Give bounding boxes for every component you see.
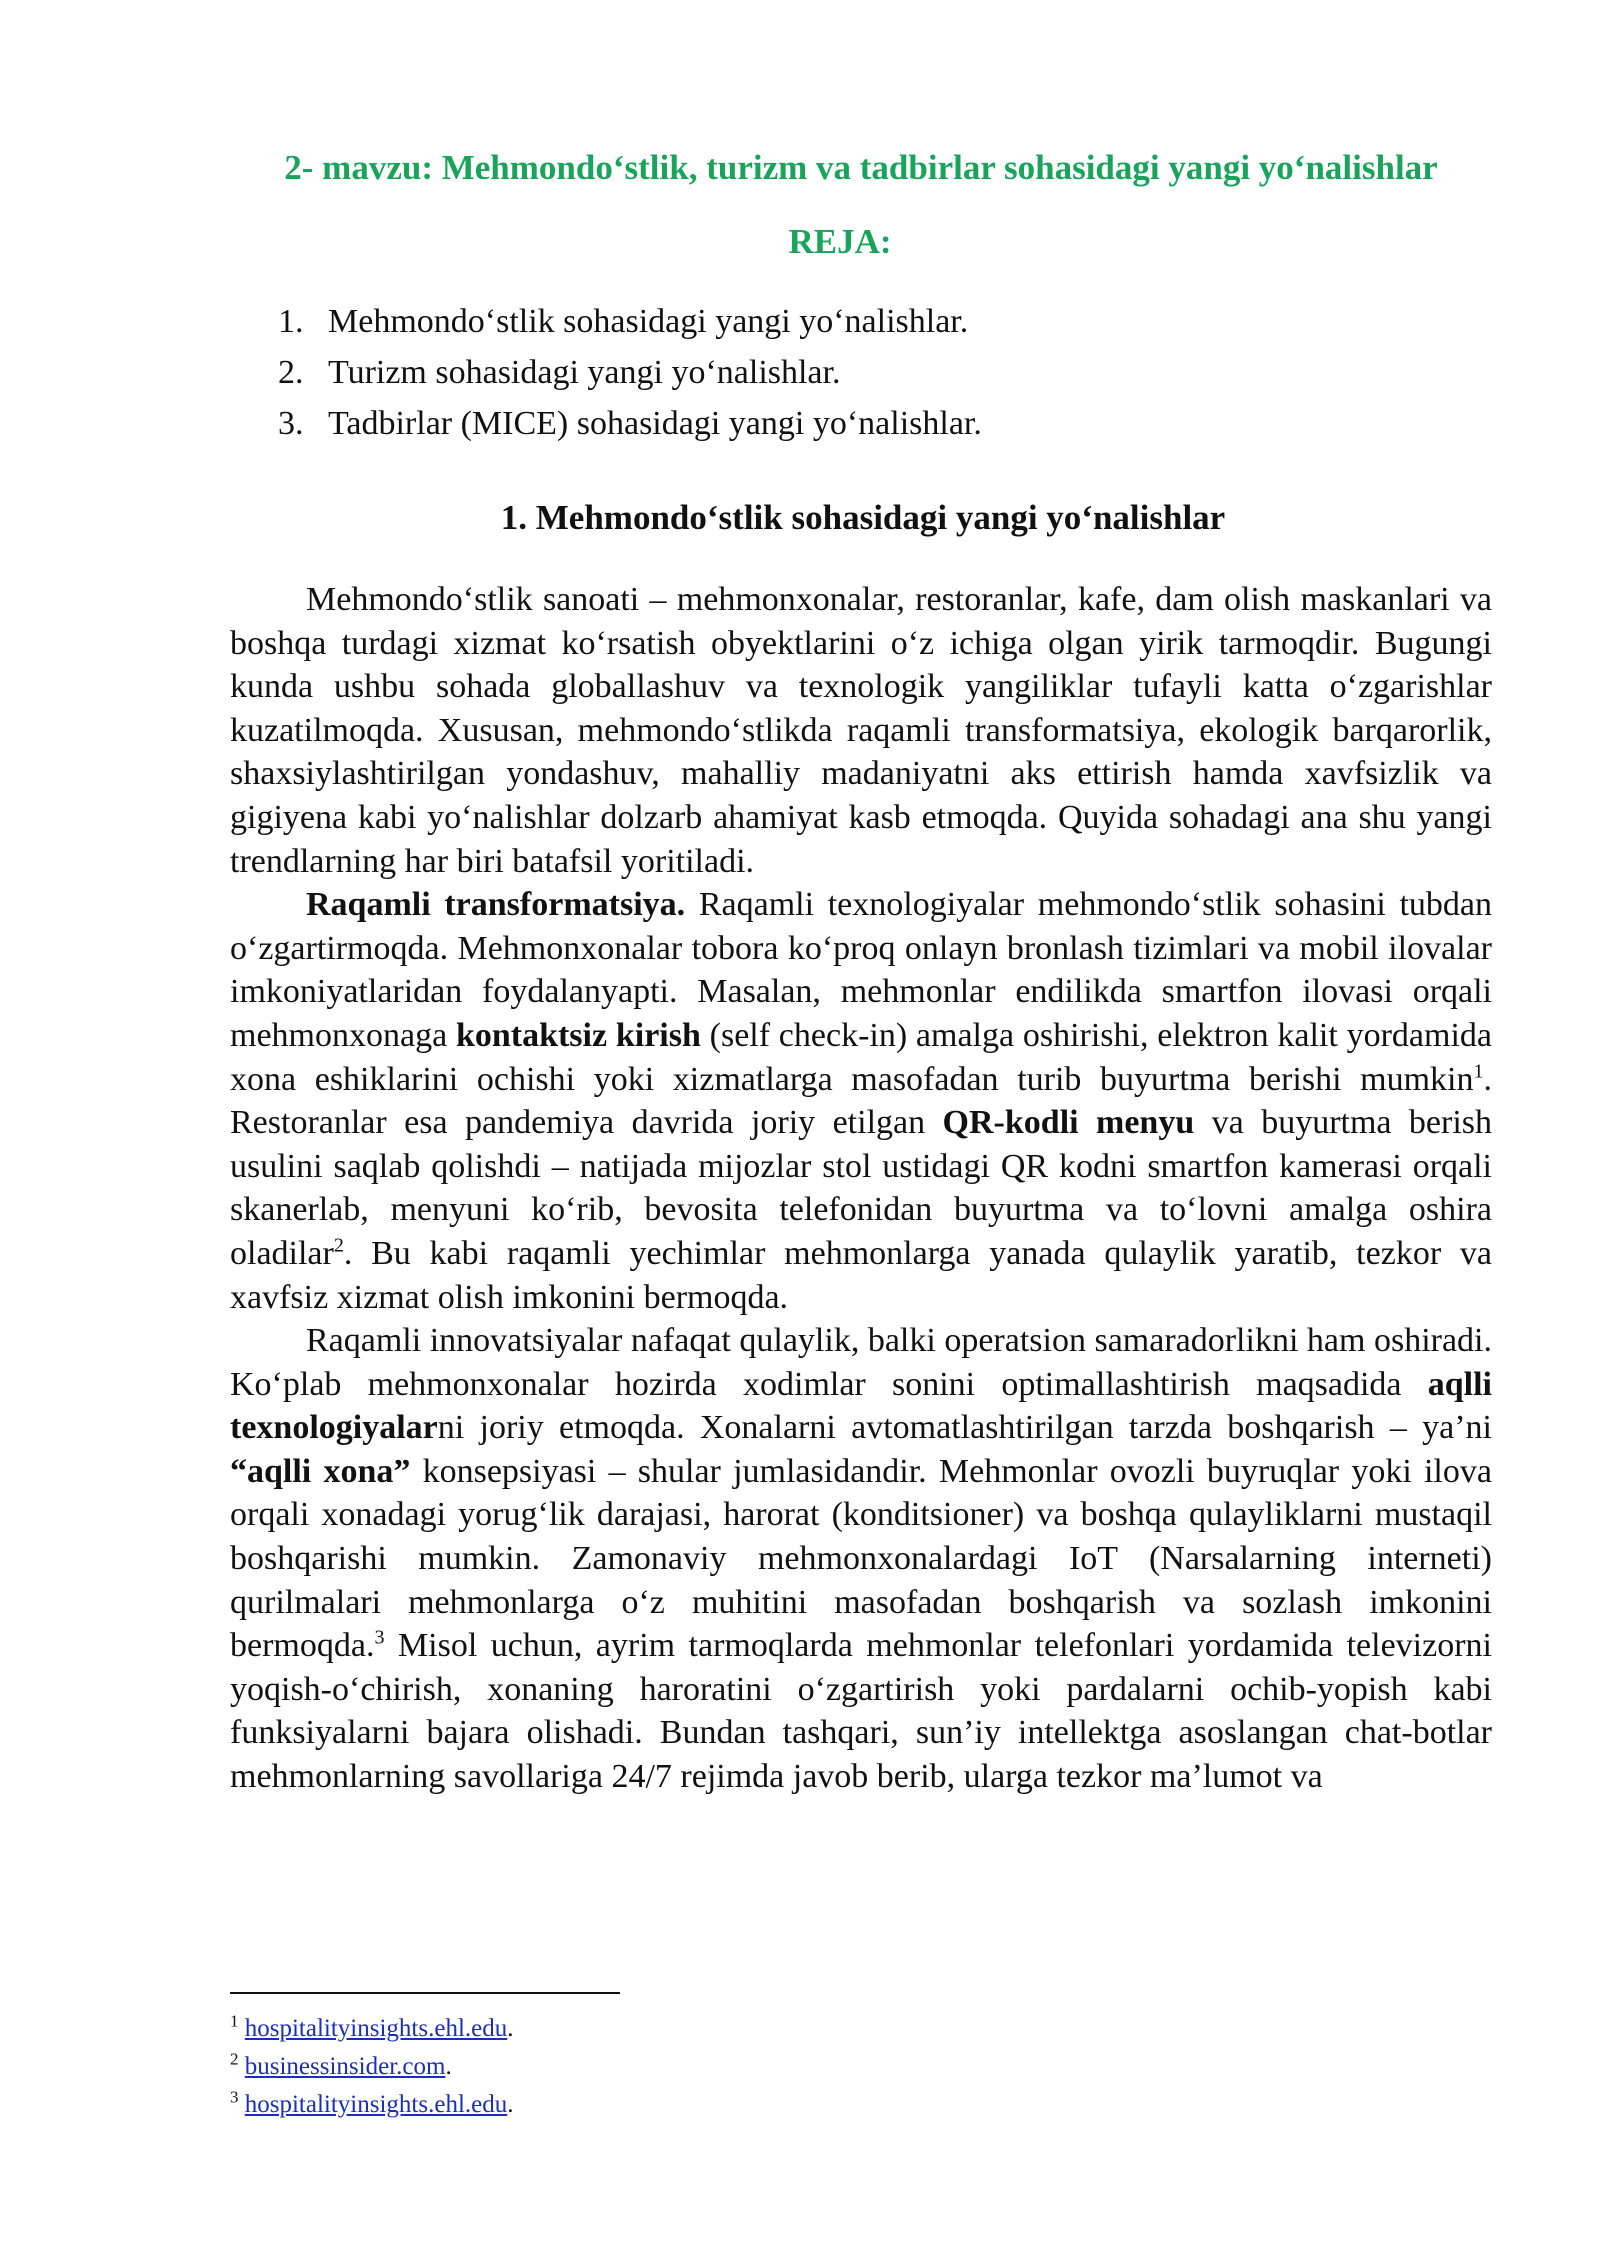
footnote-number: 1 bbox=[230, 2011, 239, 2031]
plan-item-number: 3. bbox=[278, 405, 304, 442]
plan-item bbox=[278, 398, 982, 449]
text-run: Raqamli texnologiyalar mehmondo‘stlik sohasini tubdan o‘zgartirmoqda. Mehmonxonalar tobora ko‘proq onlayn bronlash tizimlari va mobil ilovalar imkoniyatlaridan foydalanyapti. Masalan, mehmonlar endilikda smartfon ilovasi orqali mehmonxonaga bbox=[230, 886, 1493, 1054]
paragraph-intro: Mehmondo‘stlik sanoati – mehmonxonalar, restoranlar, kafe, dam olish maskanlari va boshqa turdagi xizmat ko‘rsatish obyektlarini o‘z ichiga olgan yirik tarmoqdir. Bugungi kunda ushbu sohada globallashuv va texnologik yangiliklar tufayli katta o‘zgarishlar kuzatilmoqda. Xususan, mehmondo‘stlikda raqamli transformatsiya, ekologik barqarorlik, shaxsiylashtirilgan yondashuv, mahalliy madaniyatni aks ettirish hamda xavfsizlik va gigiyena kabi yo‘nalishlar dolzarb ahamiyat kasb etmoqda. Quyida sohadagi ana shu yangi trendlarning har biri batafsil yoritiladi. bbox=[230, 581, 1492, 880]
footnote bbox=[230, 2086, 514, 2124]
topic-title: 2- mavzu: Mehmondo‘stlik, turizm va tadbirlar sohasidagi yangi yo‘nalishlar bbox=[284, 148, 1438, 187]
section-heading: 1. Mehmondo‘stlik sohasidagi yangi yo‘nalishlar bbox=[500, 498, 1226, 537]
plan-item bbox=[278, 347, 982, 398]
text-run: ni joriy etmoqda. Xonalarni avtomatlashtirilgan tarzda boshqarish – ya’ni bbox=[437, 1409, 1492, 1447]
footnotes bbox=[230, 2010, 514, 2124]
footnote-link[interactable]: businessinsider.com bbox=[244, 2053, 446, 2080]
body-text bbox=[230, 578, 1492, 1799]
footnote-divider bbox=[230, 1992, 620, 1994]
text-run: . Bu kabi raqamli yechimlar mehmonlarga yanada qulaylik yaratib, tezkor va xavfsiz xizmat olish imkonini bermoqda. bbox=[230, 1234, 1492, 1316]
bold-term: aqlli texnologiyalar bbox=[230, 1365, 1492, 1447]
footnote bbox=[230, 2048, 514, 2086]
footnote-number: 3 bbox=[230, 2087, 239, 2107]
bold-term: “aqlli xona” bbox=[230, 1452, 411, 1490]
footnote-punct: . bbox=[507, 2015, 514, 2042]
plan-item-text: Mehmondo‘stlik sohasidagi yangi yo‘nalishlar. bbox=[328, 303, 969, 340]
bold-term: kontaktsiz kirish bbox=[455, 1016, 701, 1054]
footnote-ref[interactable]: 3 bbox=[374, 1626, 385, 1649]
plan-heading: REJA: bbox=[788, 222, 892, 261]
plan-item-text: Turizm sohasidagi yangi yo‘nalishlar. bbox=[328, 354, 841, 391]
text-run: . Restoranlar esa pandemiya davrida joriy etilgan bbox=[230, 1060, 1492, 1142]
footnote-punct: . bbox=[445, 2053, 452, 2080]
paragraph-smart-tech bbox=[230, 1319, 1492, 1799]
text-run: Misol uchun, ayrim tarmoqlarda mehmonlar telefonlari yordamida televizorni yoqish-o‘chirish, xonaning haroratini o‘zgartirish yoki pardalarni ochib-yopish kabi funksiyalarni bajara olishadi. Bundan tashqari, sun’iy intellektga asoslangan chat-botlar mehmonlarning savollariga 24/7 rejimda javob berib, ularga tezkor ma’lumot va bbox=[230, 1627, 1492, 1796]
plan-item-number: 1. bbox=[278, 303, 304, 340]
footnote-link[interactable]: hospitalityinsights.ehl.edu bbox=[244, 2091, 508, 2118]
bold-term: QR-kodli menyu bbox=[942, 1104, 1195, 1142]
footnote-ref[interactable]: 1 bbox=[1473, 1060, 1484, 1083]
plan-item bbox=[278, 296, 982, 347]
text-run: va buyurtma berish usulini saqlab qolishdi – natijada mijozlar stol ustidagi QR kodni smartfon kamerasi orqali skanerlab, menyuni ko‘rib, bevosita telefonidan buyurtma va to‘lovni amalga oshira oladilar bbox=[230, 1104, 1493, 1272]
plan-item-text: Tadbirlar (MICE) sohasidagi yangi yo‘nalishlar. bbox=[328, 405, 982, 442]
footnote-punct: . bbox=[507, 2091, 514, 2118]
text-run: Raqamli innovatsiyalar nafaqat qulaylik, balki operatsion samaradorlikni ham oshiradi. Ko‘plab mehmonxonalar hozirda xodimlar sonini optimallashtirish maqsadida bbox=[230, 1322, 1492, 1403]
footnote-link[interactable]: hospitalityinsights.ehl.edu bbox=[244, 2015, 508, 2042]
paragraph-digital-transformation bbox=[230, 883, 1492, 1319]
text-run: konsepsiyasi – shular jumlasidandir. Mehmonlar ovozli buyruqlar yoki ilova orqali xonadagi yorug‘lik darajasi, harorat (konditsioner) va boshqa qulayliklarni mustaqil boshqarishi mumkin. Zamonaviy mehmonxonalardagi IoT (Narsalarning interneti) qurilmalari mehmonlarga o‘z muhitini masofadan boshqarish va sozlash imkonini bermoqda. bbox=[230, 1452, 1492, 1665]
plan-item-number: 2. bbox=[278, 354, 304, 391]
text-run: (self check-in) amalga oshirishi, elektron kalit yordamida xona eshiklarini ochishi yoki xizmatlarga masofadan turib buyurtma berishi mumkin bbox=[230, 1016, 1492, 1098]
plan-list bbox=[278, 296, 982, 449]
bold-lead: Raqamli transformatsiya. bbox=[306, 886, 686, 924]
footnote-ref[interactable]: 2 bbox=[333, 1234, 344, 1257]
footnote bbox=[230, 2010, 514, 2048]
footnote-number: 2 bbox=[230, 2049, 239, 2069]
